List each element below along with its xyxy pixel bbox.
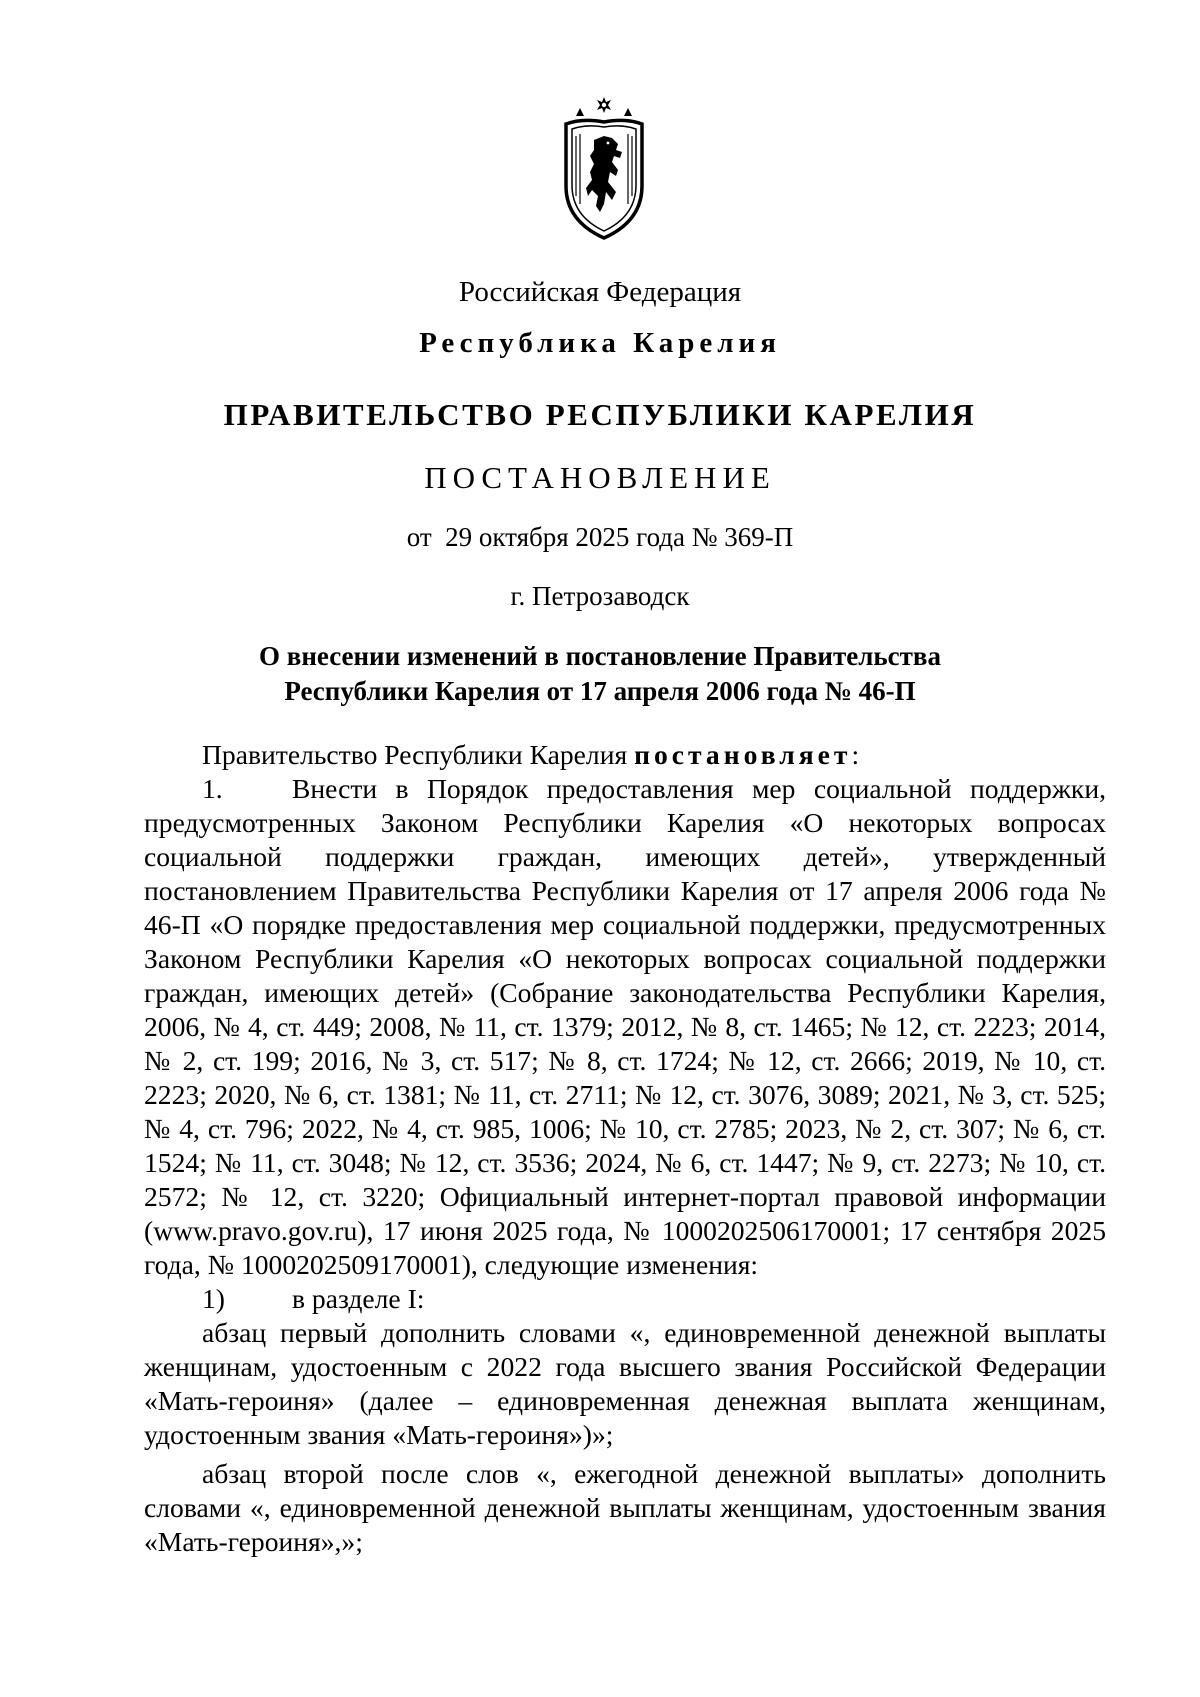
document-date-number: от 29 октября 2025 года № 369-П xyxy=(406,522,794,552)
item-1-paragraph xyxy=(144,772,1106,1282)
preamble-colon: : xyxy=(851,739,860,770)
federation-title: Российская Федерация xyxy=(458,276,742,308)
karelia-coat-of-arms-icon xyxy=(560,96,648,242)
document-type: ПОСТАНОВЛЕНИЕ xyxy=(424,460,776,495)
republic-title: Республика Карелия xyxy=(419,327,781,359)
preamble-text: Правительство Республики Карелия xyxy=(202,739,635,770)
preamble-paragraph xyxy=(144,738,1106,772)
item-1-number: 1. xyxy=(202,773,223,804)
subitem-1-number: 1) xyxy=(202,1283,225,1314)
document-subject-line-1: О внесении изменений в постановление Правительства xyxy=(259,641,941,671)
subitem-1-paragraph xyxy=(144,1282,1106,1316)
document-subject-line-2: Республики Карелия от 17 апреля 2006 года № 46-П xyxy=(284,676,916,706)
subitem-1-text: в разделе I: xyxy=(292,1283,425,1314)
preamble-decree-word: постановляет xyxy=(634,739,852,770)
item-1-text: Внести в Порядок предоставления мер социальной поддержки, предусмотренных Законом Республики Карелия «О некоторых вопросах социальной поддержки граждан, имеющих детей», утвержденный постановлением Правительства Республики Карелия от 17 апреля 2006 года № 46-П «О порядке предоставления мер социальной поддержки, предусмотренных Законом Республики Карелия «О некоторых вопросах социальной поддержки граждан, имеющих детей» (Собрание законодательства Республики Карелия, 2006, № 4, ст. 449; 2008, № 11, ст. 1379; 2012, № 8, ст. 1465; № 12, ст. 2223; 2014, № 2, ст. 199; 2016, № 3, ст. 517; № 8, ст. 1724; № 12, ст. 2666; 2019, № 10, ст. 2223; 2020, № 6, ст. 1381; № 11, ст. 2711; № 12, ст. 3076, 3089; 2021, № 3, ст. 525; № 4, ст. 796; 2022, № 4, ст. 985, 1006; № 10, ст. 2785; 2023, № 2, ст. 307; № 6, ст. 1524; № 11, ст. 3048; № 12, ст. 3536; 2024, № 6, ст. 1447; № 9, ст. 2273; № 10, ст. 2572; № 12, ст. 3220; Официальный интернет-портал правовой информации (www.pravo.gov.ru), 17 июня 2025 года, № 1000202506170001; 17 сентября 2025 года, № 1000202509170001), следующие изменения: xyxy=(144,773,1106,1280)
amendment-paragraph-a: абзац первый дополнить словами «, единовременной денежной выплаты женщинам, удостоенным с 2022 года высшего звания Российской Федерации «Мать-героиня» (далее – единовременная денежная выплата женщинам, удостоенным звания «Мать-героиня»)»; xyxy=(144,1317,1106,1450)
document-city: г. Петрозаводск xyxy=(510,581,690,611)
amendment-paragraph-b: абзац второй после слов «, ежегодной денежной выплаты» дополнить словами «, единовременной денежной выплаты женщинам, удостоенным звания «Мать-героиня»,»; xyxy=(144,1458,1106,1557)
government-title: ПРАВИТЕЛЬСТВО РЕСПУБЛИКИ КАРЕЛИЯ xyxy=(223,397,977,432)
document-body xyxy=(144,738,1106,1559)
